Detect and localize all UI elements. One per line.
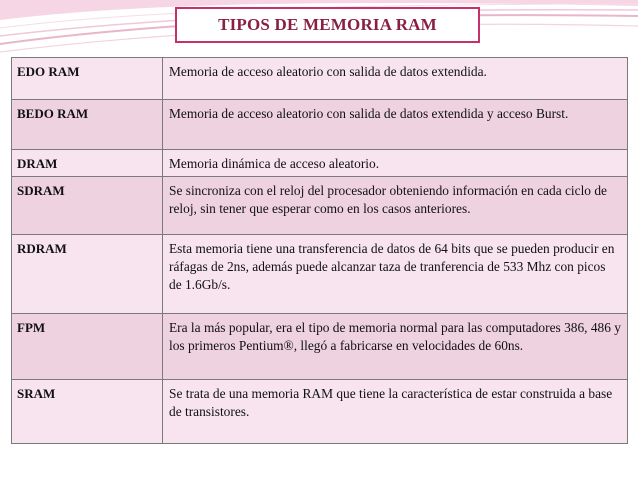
memory-description: Era la más popular, era el tipo de memoria normal para las computadores 386, 486 y los primeros Pentium®, llegó a fabricarse en velocidades de 60ns.	[163, 314, 628, 380]
memory-description: Memoria de acceso aleatorio con salida de datos extendida.	[163, 58, 628, 100]
memory-term: BEDO RAM	[12, 100, 163, 150]
memory-term: RDRAM	[12, 235, 163, 314]
memory-description: Esta memoria tiene una transferencia de datos de 64 bits que se pueden producir en ráfagas de 2ns, además puede alcanzar taza de tranferencia de 533 Mhz con picos de 1.6Gb/s.	[163, 235, 628, 314]
memory-types-table	[11, 57, 628, 444]
memory-term: FPM	[12, 314, 163, 380]
table-row	[12, 314, 628, 380]
memory-description: Memoria dinámica de acceso aleatorio.	[163, 150, 628, 177]
table-row	[12, 235, 628, 314]
memory-description: Memoria de acceso aleatorio con salida de datos extendida y acceso Burst.	[163, 100, 628, 150]
memory-description: Se trata de una memoria RAM que tiene la característica de estar construida a base de transistores.	[163, 380, 628, 444]
memory-term: SDRAM	[12, 177, 163, 235]
memory-term: SRAM	[12, 380, 163, 444]
memory-term: DRAM	[12, 150, 163, 177]
table-row	[12, 380, 628, 444]
memory-term: EDO RAM	[12, 58, 163, 100]
memory-description: Se sincroniza con el reloj del procesador obteniendo información en cada ciclo de reloj, sin tener que esperar como en los casos anteriores.	[163, 177, 628, 235]
table-row	[12, 177, 628, 235]
table-row	[12, 100, 628, 150]
slide-title: TIPOS DE MEMORIA RAM	[175, 7, 480, 43]
table-row	[12, 58, 628, 100]
table-row	[12, 150, 628, 177]
